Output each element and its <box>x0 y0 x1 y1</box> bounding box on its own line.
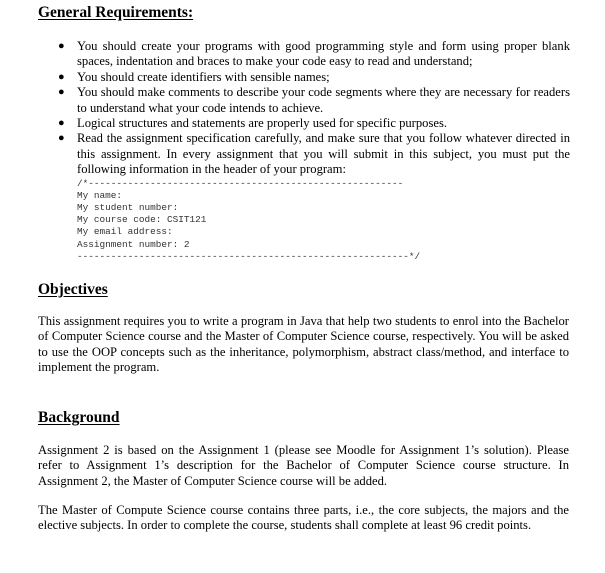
background-paragraph-1: Assignment 2 is based on the Assignment 1 (please see Moodle for Assignment 1’s solution). Please refer to Assignment 1’s description for the Bachelor of Computer Science course structure. In Assignment 2, the Master of Computer Science course will be added. <box>38 443 569 488</box>
requirement-item <box>58 85 570 116</box>
bullet-icon: ● <box>58 117 65 130</box>
requirement-text: Read the assignment specification carefully, and make sure that you follow whatever directed in this assignment. In every assignment that you will submit in this subject, you must put the following information in the header of your program: <box>77 131 570 177</box>
requirement-text: You should create your programs with good programming style and form using proper blank spaces, indentation and braces to make your code easy to read and understand; <box>77 39 570 69</box>
header-code-block: /*-------------------------------------------------------- My name: My student number: My course code: CSIT121 My email address: Assignment number: 2 -----------------------------------------------------------*/ <box>77 177 421 262</box>
objectives-paragraph: This assignment requires you to write a program in Java that help two students to enrol into the Bachelor of Computer Science course and the Master of Computer Science course, respectively. You will be asked to use the OOP concepts such as the inheritance, polymorphism, abstract class/method, and interface to implement the program. <box>38 314 569 375</box>
background-paragraph-2: The Master of Compute Science course contains three parts, i.e., the core subjects, the majors and the elective subjects. In order to complete the course, students shall complete at least 96 credit points. <box>38 503 569 533</box>
requirement-item <box>58 116 570 131</box>
bullet-icon: ● <box>58 70 65 83</box>
requirement-text: You should create identifiers with sensible names; <box>77 69 330 84</box>
objectives-heading: Objectives <box>38 281 108 298</box>
requirement-item <box>58 39 570 70</box>
bullet-icon: ● <box>58 40 65 52</box>
requirement-item <box>58 70 570 85</box>
requirement-item <box>58 131 570 263</box>
bullet-icon: ● <box>58 86 65 99</box>
requirements-list <box>58 39 570 263</box>
bullet-icon: ● <box>58 132 65 145</box>
requirement-text: You should make comments to describe your code segments where they are necessary for readers to understand what your code intends to achieve. <box>77 85 570 115</box>
general-requirements-heading: General Requirements: <box>38 4 194 21</box>
background-heading: Background <box>38 409 120 426</box>
requirement-text: Logical structures and statements are properly used for specific purposes. <box>77 116 447 131</box>
